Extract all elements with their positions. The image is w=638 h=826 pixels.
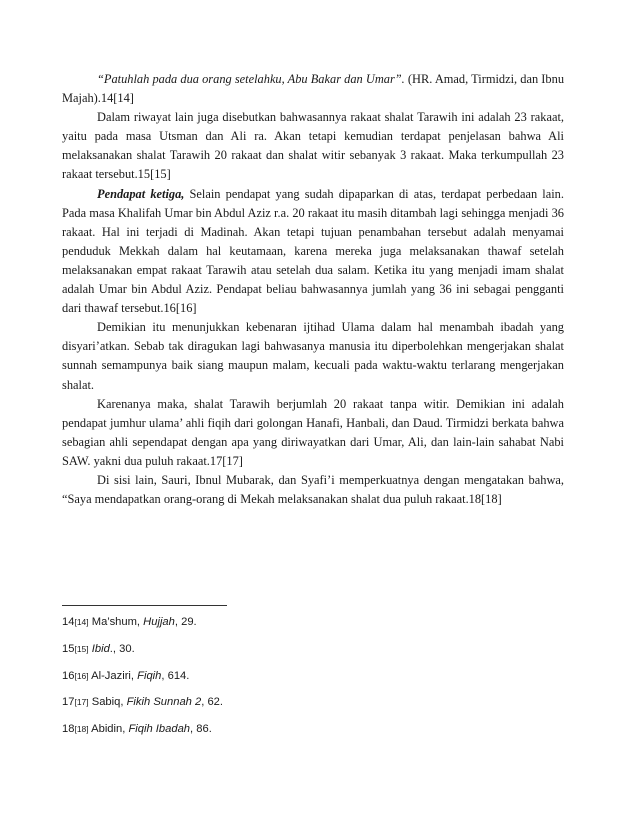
footnote-ref: [15] bbox=[74, 643, 89, 654]
footnote-work: Ibid bbox=[91, 642, 110, 655]
footnote-number: 16 bbox=[62, 669, 75, 682]
footnote-page: , 86. bbox=[190, 723, 212, 736]
paragraph-2: Dalam riwayat lain juga disebutkan bahwasannya rakaat shalat Tarawih ini adalah 23 rakaat, yaitu pada masa Utsman dan Ali ra. Akan tetapi kemudian terdapat penjelasan bahwa Ali melaksanakan shalat Tarawih 20 rakaat dan shalat witir sebanyak 3 rakaat. Maka terkumpullah 23 rakaat tersebut.15[15] bbox=[62, 110, 564, 182]
footnote-author: Ma’shum, bbox=[88, 616, 144, 628]
footnotes bbox=[62, 614, 462, 748]
footnote-16 bbox=[62, 668, 462, 695]
paragraph-6: Di sisi lain, Sauri, Ibnul Mubarak, dan Syafi’i memperkuatnya dengan mengatakan bahwa, “Saya mendapatkan orang-orang di Mekah melaksanakan shalat dua puluh rakaat.18[18] bbox=[62, 472, 564, 507]
footnote-work: Hujjah bbox=[143, 616, 175, 628]
footnote-page: , 29. bbox=[174, 616, 197, 628]
footnote-work: Fiqih bbox=[137, 669, 162, 682]
footnote-17 bbox=[62, 694, 462, 721]
footnote-work: Fikih Sunnah 2 bbox=[126, 696, 202, 709]
footnote-page: ., 30. bbox=[109, 642, 135, 655]
paragraph-5: Karenanya maka, shalat Tarawih berjumlah 20 rakaat tanpa witir. Demikian ini adalah pendapat jumhur ulama’ ahli fiqih dari golongan Hanafi, Hanbali, dan Daud. Tirmidzi berkata bahwa sebagian ahli sependapat dengan apa yang diriwayatkan dari Umar, Ali, dan lain-lain sahabat Nabi SAW. yakni dua puluh rakaat.17[17] bbox=[62, 396, 564, 468]
footnote-number: 18 bbox=[62, 723, 75, 736]
paragraph-4: Demikian itu menunjukkan kebenaran ijtihad Ulama dalam hal menambah ibadah yang disyari’atkan. Sebab tak diragukan lagi bahwasanya manusia itu diperbolehkan mengerjakan shalat sunnah semampunya baik siang maupun malam, kecuali pada waktu-waktu terlarang mengerjakan shalat. bbox=[62, 320, 564, 392]
footnote-14 bbox=[62, 614, 462, 641]
footnote-18 bbox=[62, 721, 462, 748]
paragraph-1 bbox=[62, 70, 564, 108]
footnote-ref: [14] bbox=[74, 617, 89, 627]
footnote-ref: [18] bbox=[74, 724, 89, 735]
footnote-author: Abidin, bbox=[88, 723, 129, 736]
footnote-work: Fiqih Ibadah bbox=[128, 723, 191, 736]
footnote-page: , 62. bbox=[201, 696, 224, 709]
paragraph-3 bbox=[62, 185, 564, 319]
footnote-author: Sabiq, bbox=[88, 696, 127, 709]
hadith-citation: (HR. Amad, Tirmidzi, dan Ibnu Majah).14[14] bbox=[62, 72, 565, 106]
footnote-ref: [17] bbox=[74, 697, 89, 708]
footnote-number: 15 bbox=[62, 642, 75, 655]
hadith-quote: “Patuhlah pada dua orang setelahku, Abu Bakar dan Umar”. bbox=[97, 72, 405, 86]
footnote-author: Al-Jaziri, bbox=[88, 669, 138, 682]
paragraph-3-lead: Pendapat ketiga, bbox=[97, 186, 185, 201]
footnote-page: , 614. bbox=[161, 669, 190, 682]
body-text bbox=[62, 70, 564, 509]
footnote-number: 17 bbox=[62, 696, 75, 709]
footnote-15 bbox=[62, 641, 462, 668]
footnote-ref: [16] bbox=[74, 670, 89, 681]
footnote-number: 14 bbox=[62, 616, 75, 628]
paragraph-3-text: Selain pendapat yang sudah dipaparkan di atas, terdapat perbedaan lain. Pada masa Khalifah Umar bin Abdul Aziz r.a. 20 rakaat itu masih ditambah lagi sehingga menjadi 36 rakaat. Hal ini terjadi di Madinah. Akan tetapi tujuan penambahan tersebut adalah menyamai penduduk Mekkah dalam hal keutamaan, karena mereka juga melaksanakan thawaf setelah melaksanakan empat rakaat Tarawih atau setelah dua salam. Ketika itu yang menjadi imam shalat adalah Umar bin Abdul Aziz. Pendapat beliau bahwasannya jumlah yang 36 ini sebagai pengganti dari thawaf tersebut.16[16] bbox=[62, 186, 564, 316]
footnote-divider bbox=[62, 605, 227, 606]
